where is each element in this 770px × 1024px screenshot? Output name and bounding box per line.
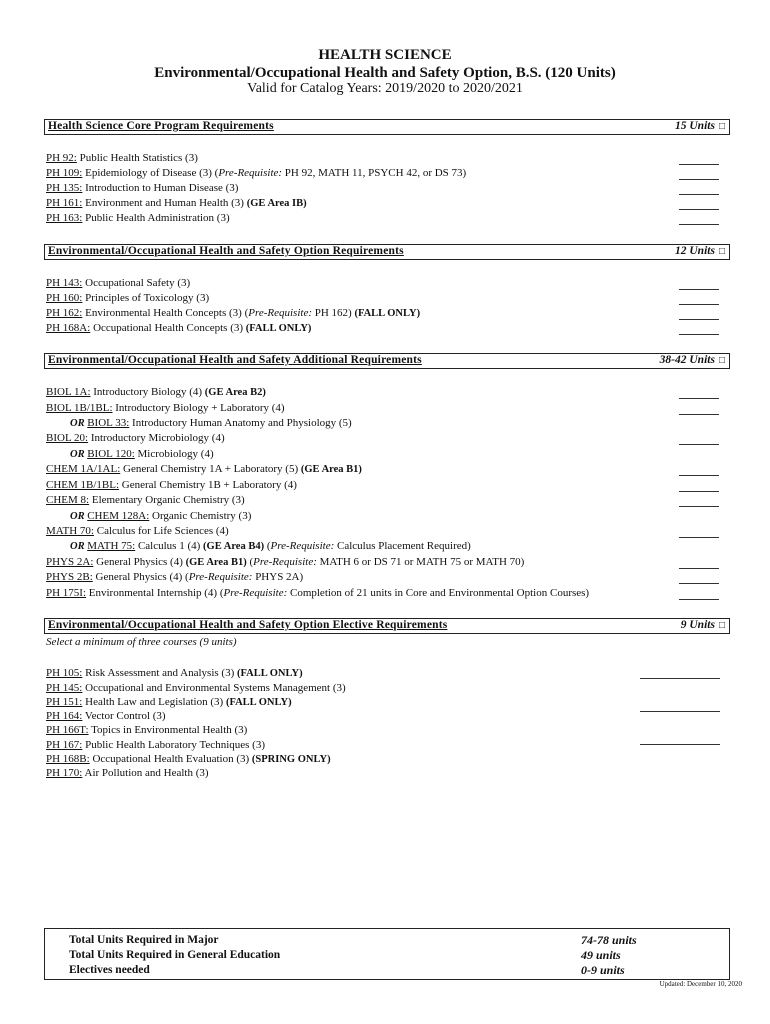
course-code[interactable]: PH 92: bbox=[46, 152, 77, 164]
course-line bbox=[46, 696, 292, 708]
course-line bbox=[46, 587, 589, 599]
course-code[interactable]: BIOL 1B/1BL: bbox=[46, 402, 113, 414]
section-title: Health Science Core Program Requirements bbox=[48, 120, 274, 132]
course-code[interactable]: PH 168A: bbox=[46, 322, 91, 334]
course-tag: (SPRING ONLY) bbox=[251, 754, 331, 765]
course-code[interactable]: PH 167: bbox=[46, 739, 83, 751]
course-title: Environmental Health Concepts (3) ( bbox=[82, 307, 249, 319]
course-code[interactable]: BIOL 1A: bbox=[46, 386, 91, 398]
course-title: Occupational Health Concepts (3) bbox=[90, 322, 246, 334]
course-code[interactable]: PH 160: bbox=[46, 292, 83, 304]
or-label: OR bbox=[70, 541, 88, 552]
section-units bbox=[660, 354, 725, 366]
completion-blank[interactable] bbox=[679, 334, 719, 335]
course-title: Public Health Laboratory Techniques (3) bbox=[82, 739, 265, 751]
completion-blank[interactable] bbox=[679, 194, 719, 195]
course-title: Organic Chemistry (3) bbox=[149, 510, 252, 522]
section-checkbox[interactable]: □ bbox=[718, 121, 725, 132]
completion-blank[interactable] bbox=[679, 599, 719, 600]
course-line bbox=[70, 417, 352, 429]
course-code[interactable]: BIOL 33: bbox=[87, 417, 130, 429]
or-label: OR bbox=[70, 449, 88, 460]
course-line bbox=[46, 292, 209, 304]
course-title: Occupational and Environmental Systems Management (3) bbox=[82, 682, 346, 694]
course-title: Calculus for Life Sciences (4) bbox=[93, 525, 229, 537]
course-tag: (GE Area B1) bbox=[185, 557, 247, 568]
course-line bbox=[46, 767, 209, 779]
course-line bbox=[46, 212, 230, 224]
course-code[interactable]: PH 170: bbox=[46, 767, 83, 779]
course-title: General Chemistry 1A + Laboratory (5) bbox=[120, 463, 301, 475]
course-title: Principles of Toxicology (3) bbox=[82, 292, 210, 304]
course-code[interactable]: PH 143: bbox=[46, 277, 83, 289]
course-title: Occupational Safety (3) bbox=[82, 277, 191, 289]
course-line bbox=[70, 510, 251, 522]
course-line bbox=[46, 724, 247, 736]
course-code[interactable]: MATH 75: bbox=[87, 540, 136, 552]
course-line bbox=[70, 448, 214, 460]
course-title: Risk Assessment and Analysis (3) bbox=[82, 667, 237, 679]
completion-blank[interactable] bbox=[679, 491, 719, 492]
program-subtitle: Environmental/Occupational Health and Safety Option, B.S. (120 Units) bbox=[154, 65, 616, 81]
units-value: 15 Units bbox=[675, 120, 715, 132]
completion-blank[interactable] bbox=[679, 319, 719, 320]
catalog-years: Valid for Catalog Years: 2019/2020 to 2020/2021 bbox=[247, 81, 523, 96]
course-code[interactable]: PH 109: bbox=[46, 167, 83, 179]
course-title: Elementary Organic Chemistry (3) bbox=[89, 494, 245, 506]
course-line bbox=[46, 432, 225, 444]
course-code[interactable]: PH 164: bbox=[46, 710, 83, 722]
course-line bbox=[46, 322, 311, 334]
section-header-core bbox=[44, 119, 730, 135]
course-code[interactable]: CHEM 1B/1BL: bbox=[46, 479, 120, 491]
completion-blank[interactable] bbox=[640, 711, 720, 712]
course-line bbox=[46, 463, 362, 475]
total-ge-value: 49 units bbox=[581, 948, 621, 962]
completion-blank[interactable] bbox=[679, 398, 719, 399]
course-tag: (GE Area B1) bbox=[300, 464, 362, 475]
units-value: 38-42 Units bbox=[659, 354, 715, 366]
completion-blank[interactable] bbox=[679, 164, 719, 165]
completion-blank[interactable] bbox=[679, 289, 719, 290]
section-title: Environmental/Occupational Health and Safety Option Elective Requirements bbox=[48, 619, 448, 631]
course-line bbox=[46, 682, 346, 694]
course-line bbox=[46, 182, 238, 194]
electives-needed-label: Electives needed bbox=[69, 964, 150, 976]
course-title: Environmental Internship (4) ( bbox=[86, 587, 224, 599]
prereq-label: Pre-Requisite: bbox=[270, 540, 335, 552]
course-code[interactable]: PH 162: bbox=[46, 307, 83, 319]
course-tag: (FALL ONLY) bbox=[245, 323, 312, 334]
completion-blank[interactable] bbox=[679, 568, 719, 569]
course-line bbox=[46, 197, 307, 209]
course-title: Epidemiology of Disease (3) ( bbox=[82, 167, 219, 179]
course-tag: (GE Area B2) bbox=[204, 387, 266, 398]
page-title: HEALTH SCIENCE bbox=[318, 47, 452, 63]
section-units bbox=[675, 245, 725, 257]
units-value: 9 Units bbox=[680, 619, 715, 631]
course-code[interactable]: PH 145: bbox=[46, 682, 83, 694]
units-value: 12 Units bbox=[675, 245, 715, 257]
completion-blank[interactable] bbox=[679, 537, 719, 538]
section-checkbox[interactable]: □ bbox=[718, 246, 725, 257]
section-units bbox=[681, 619, 725, 631]
course-title: Calculus 1 (4) bbox=[135, 540, 204, 552]
section-header-additional bbox=[44, 353, 730, 369]
course-tag: (GE Area B4) bbox=[203, 541, 265, 552]
course-title: Introductory Human Anatomy and Physiology (5) bbox=[129, 417, 352, 429]
course-title: Microbiology (4) bbox=[134, 448, 214, 460]
prereq-label: Pre-Requisite: bbox=[188, 571, 253, 583]
section-title: Environmental/Occupational Health and Safety Additional Requirements bbox=[48, 354, 422, 366]
completion-blank[interactable] bbox=[679, 583, 719, 584]
total-major-value: 74-78 units bbox=[581, 933, 637, 947]
course-title: Health Law and Legislation (3) bbox=[82, 696, 226, 708]
section-header-option bbox=[44, 244, 730, 260]
course-line bbox=[46, 152, 198, 164]
or-label: OR bbox=[70, 511, 88, 522]
course-tag: (GE Area IB) bbox=[246, 198, 307, 209]
course-title: Vector Control (3) bbox=[82, 710, 166, 722]
course-line bbox=[46, 402, 285, 414]
completion-blank[interactable] bbox=[679, 506, 719, 507]
course-code[interactable]: BIOL 120: bbox=[87, 448, 135, 460]
course-code[interactable]: PH 135: bbox=[46, 182, 83, 194]
total-major-label: Total Units Required in Major bbox=[69, 934, 219, 946]
course-line bbox=[46, 167, 466, 179]
course-title: Occupational Health Evaluation (3) bbox=[89, 753, 252, 765]
course-code[interactable]: PHYS 2A: bbox=[46, 556, 94, 568]
totals-box bbox=[44, 928, 730, 980]
course-code[interactable]: PH 175I: bbox=[46, 587, 87, 599]
course-code[interactable]: CHEM 8: bbox=[46, 494, 90, 506]
prereq-text: MATH 6 or DS 71 or MATH 75 or MATH 70) bbox=[316, 556, 525, 568]
course-line bbox=[46, 494, 245, 506]
course-line bbox=[46, 525, 229, 537]
section-checkbox[interactable]: □ bbox=[718, 355, 725, 366]
completion-blank[interactable] bbox=[679, 304, 719, 305]
elective-note: Select a minimum of three courses (9 units) bbox=[46, 636, 237, 648]
completion-blank[interactable] bbox=[679, 224, 719, 225]
section-units bbox=[675, 120, 725, 132]
prereq-label: Pre-Requisite: bbox=[223, 587, 288, 599]
course-title: Public Health Administration (3) bbox=[82, 212, 230, 224]
course-title: General Chemistry 1B + Laboratory (4) bbox=[119, 479, 297, 491]
prereq-text: PH 162) bbox=[311, 307, 355, 319]
prereq-label: Pre-Requisite: bbox=[253, 556, 317, 568]
paren: ( bbox=[246, 556, 254, 568]
completion-blank[interactable] bbox=[640, 744, 720, 745]
completion-blank[interactable] bbox=[640, 678, 720, 679]
section-header-elective bbox=[44, 618, 730, 634]
course-code[interactable]: PH 161: bbox=[46, 197, 83, 209]
course-title: General Physics (4) bbox=[93, 556, 186, 568]
course-code[interactable]: BIOL 20: bbox=[46, 432, 89, 444]
course-title: Air Pollution and Health (3) bbox=[82, 767, 209, 779]
course-code[interactable]: MATH 70: bbox=[46, 525, 94, 537]
course-code[interactable]: PH 151: bbox=[46, 696, 83, 708]
course-line bbox=[46, 386, 266, 398]
completion-blank[interactable] bbox=[679, 179, 719, 180]
or-label: OR bbox=[70, 418, 88, 429]
course-title: General Physics (4) ( bbox=[92, 571, 189, 583]
course-line bbox=[46, 667, 303, 679]
course-title: Introductory Biology (4) bbox=[90, 386, 205, 398]
course-code[interactable]: PH 168B: bbox=[46, 753, 90, 765]
course-line bbox=[70, 540, 471, 552]
course-line bbox=[46, 277, 190, 289]
course-title: Introductory Microbiology (4) bbox=[88, 432, 225, 444]
course-code[interactable]: PHYS 2B: bbox=[46, 571, 93, 583]
course-line bbox=[46, 571, 303, 583]
section-title: Environmental/Occupational Health and Safety Option Requirements bbox=[48, 245, 404, 257]
course-line bbox=[46, 479, 297, 491]
course-code[interactable]: PH 166T: bbox=[46, 724, 89, 736]
course-tag: (FALL ONLY) bbox=[225, 697, 292, 708]
total-ge-label: Total Units Required in General Education bbox=[69, 949, 281, 961]
prereq-text: Completion of 21 units in Core and Environmental Option Courses) bbox=[287, 587, 590, 599]
course-title: Environment and Human Health (3) bbox=[82, 197, 247, 209]
course-title: Introductory Biology + Laboratory (4) bbox=[112, 402, 285, 414]
prereq-text: PHYS 2A) bbox=[252, 571, 304, 583]
prereq-label: Pre-Requisite: bbox=[248, 307, 312, 319]
course-code[interactable]: CHEM 128A: bbox=[87, 510, 150, 522]
course-tag: (FALL ONLY) bbox=[354, 308, 421, 319]
prereq-text: Calculus Placement Required) bbox=[334, 540, 471, 552]
section-checkbox[interactable]: □ bbox=[718, 620, 725, 631]
course-title: Public Health Statistics (3) bbox=[76, 152, 198, 164]
course-line bbox=[46, 739, 265, 751]
completion-blank[interactable] bbox=[679, 209, 719, 210]
course-line bbox=[46, 710, 166, 722]
course-title: Topics in Environmental Health (3) bbox=[88, 724, 248, 736]
course-tag: (FALL ONLY) bbox=[237, 668, 303, 679]
course-line bbox=[46, 556, 524, 568]
paren: ( bbox=[264, 540, 271, 552]
completion-blank[interactable] bbox=[679, 475, 719, 476]
updated-date: Updated: December 10, 2020 bbox=[659, 980, 742, 988]
course-line bbox=[46, 753, 331, 765]
course-code[interactable]: PH 105: bbox=[46, 667, 83, 679]
course-line bbox=[46, 307, 420, 319]
course-title: Introduction to Human Disease (3) bbox=[82, 182, 239, 194]
completion-blank[interactable] bbox=[679, 414, 719, 415]
electives-needed-value: 0-9 units bbox=[581, 963, 625, 977]
course-code[interactable]: PH 163: bbox=[46, 212, 83, 224]
prereq-label: Pre-Requisite: bbox=[218, 167, 283, 179]
course-code[interactable]: CHEM 1A/1AL: bbox=[46, 463, 121, 475]
prereq-text: PH 92, MATH 11, PSYCH 42, or DS 73) bbox=[282, 167, 467, 179]
completion-blank[interactable] bbox=[679, 444, 719, 445]
